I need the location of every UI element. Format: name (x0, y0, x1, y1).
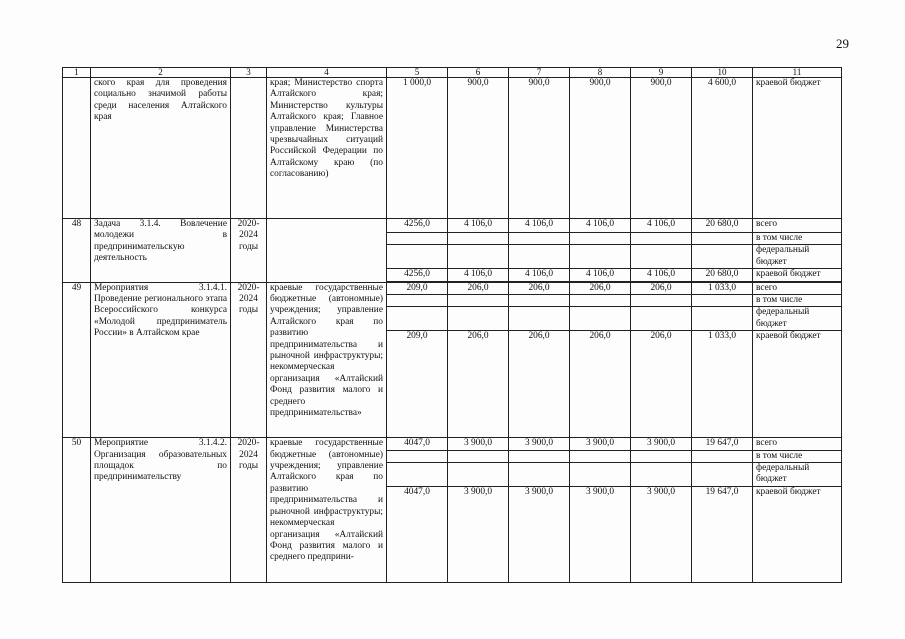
row-number: 49 (63, 282, 91, 438)
table-row (63, 78, 842, 219)
value-cell: 4 106,0 (448, 219, 509, 233)
row-executor (267, 219, 387, 283)
table-row (63, 219, 842, 233)
column-header-row (63, 68, 842, 78)
row-name: Мероприятие 3.1.4.2. Организация образовательных площадок по предпринимательству (91, 438, 231, 583)
col-header: 11 (753, 68, 842, 78)
value-cell: 206,0 (448, 282, 509, 294)
funding-source: в том числе (753, 233, 842, 245)
funding-source: федеральный бюджет (753, 463, 842, 487)
funding-source: в том числе (753, 295, 842, 307)
value-cell: 206,0 (570, 282, 631, 294)
col-header: 3 (231, 68, 267, 78)
row-executor: краевые государственные бюджетные (автономные) учреждения; управление Алтайского края по развитию предпринимательства и рыночной инфраструктуры; некоммерческая организация «Алтайский Фонд развития малого и среднего предприни- (267, 438, 387, 583)
value-cell: 206,0 (509, 331, 570, 438)
col-header: 5 (387, 68, 448, 78)
value-cell: 209,0 (387, 282, 448, 294)
value-cell: 206,0 (509, 282, 570, 294)
row-number: 48 (63, 219, 91, 283)
value-cell: 3 900,0 (570, 438, 631, 450)
row-executor: краевые государственные бюджетные (автономные) учреждения; управление Алтайского края по развитию предпринимательства и рыночной инфраструктуры; некоммерческая организация «Алтайский Фонд развития малого и среднего предпринимательства» (267, 282, 387, 438)
value-cell: 3 900,0 (570, 486, 631, 582)
value-cell: 3 900,0 (509, 438, 570, 450)
value-cell: 206,0 (631, 282, 692, 294)
value-cell: 19 647,0 (692, 486, 753, 582)
funding-source: краевой бюджет (753, 78, 842, 219)
table-row (63, 282, 842, 294)
funding-source: всего (753, 282, 842, 294)
row-executor: края; Министерство спорта Алтайского края; Министерство культуры Алтайского края; Главное управление Министерства чрезвычайных ситуаций Российской Федерации по Алтайскому краю (по согласованию) (267, 78, 387, 219)
value-cell: 3 900,0 (631, 486, 692, 582)
col-header: 4 (267, 68, 387, 78)
col-header: 2 (91, 68, 231, 78)
value-cell: 4256,0 (387, 269, 448, 281)
funding-source: федеральный бюджет (753, 307, 842, 331)
row-number (63, 78, 91, 219)
funding-source: всего (753, 219, 842, 233)
value-cell: 900,0 (631, 78, 692, 219)
value-cell: 206,0 (570, 331, 631, 438)
funding-source: в том числе (753, 450, 842, 462)
value-cell: 20 680,0 (692, 219, 753, 233)
value-cell: 4 106,0 (509, 269, 570, 281)
value-cell: 900,0 (448, 78, 509, 219)
row-period (231, 78, 267, 219)
funding-source: краевой бюджет (753, 331, 842, 438)
value-cell: 1 033,0 (692, 331, 753, 438)
row-period: 2020-2024 годы (231, 282, 267, 438)
value-cell: 3 900,0 (509, 486, 570, 582)
value-cell: 3 900,0 (448, 486, 509, 582)
row-name: Мероприятия 3.1.4.1. Проведение регионального этапа Всероссийского конкурса «Молодой предприниматель России» в Алтайском крае (91, 282, 231, 438)
value-cell: 3 900,0 (448, 438, 509, 450)
col-header: 8 (570, 68, 631, 78)
funding-source: федеральный бюджет (753, 245, 842, 269)
col-header: 1 (63, 68, 91, 78)
budget-table (62, 67, 842, 583)
col-header: 10 (692, 68, 753, 78)
col-header: 6 (448, 68, 509, 78)
value-cell: 4047,0 (387, 438, 448, 450)
value-cell: 209,0 (387, 331, 448, 438)
value-cell: 4 106,0 (448, 269, 509, 281)
funding-source: краевой бюджет (753, 269, 842, 281)
value-cell: 3 900,0 (631, 438, 692, 450)
table-row (63, 438, 842, 450)
col-header: 7 (509, 68, 570, 78)
row-number: 50 (63, 438, 91, 583)
value-cell: 19 647,0 (692, 438, 753, 450)
value-cell: 20 680,0 (692, 269, 753, 281)
row-name: Задача 3.1.4. Вовлечение молодежи в предпринимательскую деятельность (91, 219, 231, 283)
value-cell: 4 600,0 (692, 78, 753, 219)
value-cell: 4 106,0 (570, 219, 631, 233)
row-period: 2020-2024 годы (231, 438, 267, 583)
row-name: ского края для проведения социально значимой работы среди населения Алтайского края (91, 78, 231, 219)
value-cell: 4 106,0 (631, 219, 692, 233)
value-cell: 4 106,0 (631, 269, 692, 281)
value-cell: 900,0 (509, 78, 570, 219)
value-cell: 4256,0 (387, 219, 448, 233)
value-cell: 4047,0 (387, 486, 448, 582)
value-cell: 4 106,0 (570, 269, 631, 281)
value-cell: 1 000,0 (387, 78, 448, 219)
value-cell: 4 106,0 (509, 219, 570, 233)
funding-source: краевой бюджет (753, 486, 842, 582)
value-cell: 1 033,0 (692, 282, 753, 294)
page-number: 29 (836, 36, 849, 51)
row-period: 2020-2024 годы (231, 219, 267, 283)
funding-source: всего (753, 438, 842, 450)
value-cell: 206,0 (448, 331, 509, 438)
col-header: 9 (631, 68, 692, 78)
value-cell: 900,0 (570, 78, 631, 219)
value-cell: 206,0 (631, 331, 692, 438)
